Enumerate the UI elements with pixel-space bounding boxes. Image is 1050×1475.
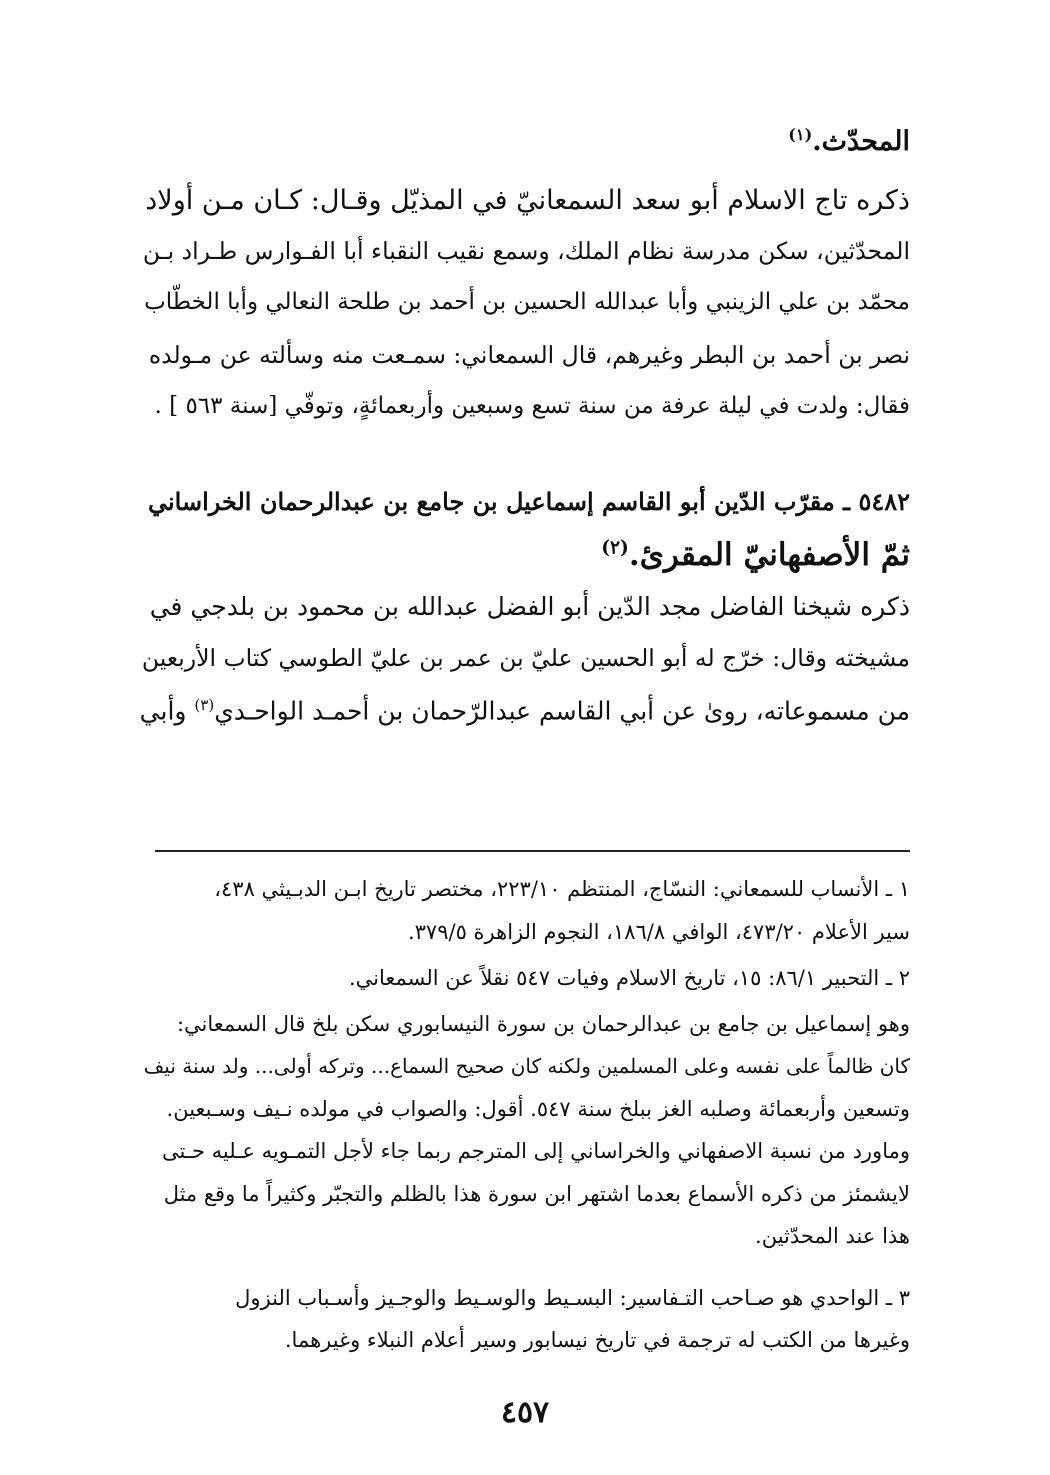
footnote-line-9: هذا عند المحدّثين.	[755, 1224, 910, 1248]
para1-line-4: نصر بن أحمد بن البطر وغيرهم، قال السمعاني: سمـعت منه وسألته عن مـولده	[148, 341, 910, 369]
para1-line-5: فقال: ولدت في ليلة عرفة من سنة تسع وسبعين وأربعمائةٍ، وتوفّي [سنة ٥٦٣ ] .	[154, 393, 910, 419]
footnote-ref-1: (١)	[788, 125, 813, 144]
footnote-line-3: ٢ ـ التحبير ٨٦/١: ١٥، تاريخ الاسلام وفيات ٥٤٧ نقلاً عن السمعاني.	[348, 966, 910, 990]
para1-line-3: محمّد بن علي الزينبي وأبا عبدالله الحسين بن أحمد بن طلحة النعالي وأبا الخطّاب	[144, 289, 910, 315]
page-number: ٤٥٧	[500, 1395, 550, 1430]
footnote-line-7: وماورد من نسبة الاصفهاني والخراساني إلى المترجم ربما جاء لأجل التمـويه عـليه حـتى	[162, 1139, 910, 1163]
para1-line-1: ذكره تاج الاسلام أبو سعد السمعانيّ في المذيّل وقـال: كـان مـن أولاد	[145, 185, 910, 216]
footnote-separator	[155, 850, 910, 852]
footnote-line-2: سير الأعلام ٤٧٣/٢٠، الوافي ١٨٦/٨، النجوم الزاهرة ٣٧٩/٥.	[407, 920, 910, 944]
footnote-line-10: ٣ ـ الواحدي هو صـاحب التـفاسير: البسـيط والوسـيط والوجـيز وأسـباب النزول	[235, 1286, 910, 1310]
entry-heading-line-1: ٥٤٨٢ ـ مقرّب الدّين أبو القاسم إسماعيل بن جامع بن عبدالرحمان الخراساني	[147, 487, 910, 516]
footnote-ref-2: (٢)	[601, 537, 629, 559]
para1-line-2: المحدّثين، سكن مدرسة نظام الملك، وسمع نقيب النقباء أبا الفـوارس طـراد بـن	[142, 237, 910, 265]
continuation-word: المحدّث.$^{(١)}$	[788, 125, 910, 157]
entry-heading-line-2: ثمّ الأصفهانيّ المقرئ.$^{(٢)}$	[601, 537, 910, 573]
para2-line-3: من مسموعاته، روىٰ عن أبي القاسم عبدالرّحمان بن أحمـد الواحـدي$^{(٣)}$ وأبي	[139, 696, 910, 726]
footnote-line-1: ١ ـ الأنساب للسمعاني: النسّاج، المنتظم ٢٢٣/١٠، مختصر تاريخ ابـن الدبـيثي ٤٣٨،	[214, 877, 910, 901]
footnote-line-11: وغيرها من الكتب له ترجمة في تاريخ نيسابور وسير أعلام النبلاء وغيرهما.	[284, 1328, 910, 1352]
footnote-ref-3: (٣)	[194, 696, 215, 714]
footnote-line-8: لايشمئز من ذكره الأسماع بعدما اشتهر ابن سورة هذا بالظلم والتجبّر وكثيراً ما وقع مثل	[163, 1182, 910, 1206]
footnote-line-4: وهو إسماعيل بن جامع بن عبدالرحمان بن سورة النيسابوري سكن بلخ قال السمعاني:	[176, 1012, 910, 1036]
footnote-line-5: كان ظالماً على نفسه وعلى المسلمين ولكنه كان صحيح السماع... وتركه أولى... ولد سنة نيف	[143, 1054, 910, 1078]
footnote-line-6: وتسعين وأربعمائة وصلبه الغز ببلخ سنة ٥٤٧. أقول: والصواب في مولده نـيف وسـبعين.	[166, 1097, 910, 1121]
para2-line-2: مشيخته وقال: خرّج له أبو الحسين عليّ بن عمر بن عليّ الطوسي كتاب الأربعين	[141, 644, 910, 672]
para2-line-1: ذكره شيخنا الفاضل مجد الدّين أبو الفضل عبدالله بن محمود بن بلدجي في	[149, 592, 910, 621]
